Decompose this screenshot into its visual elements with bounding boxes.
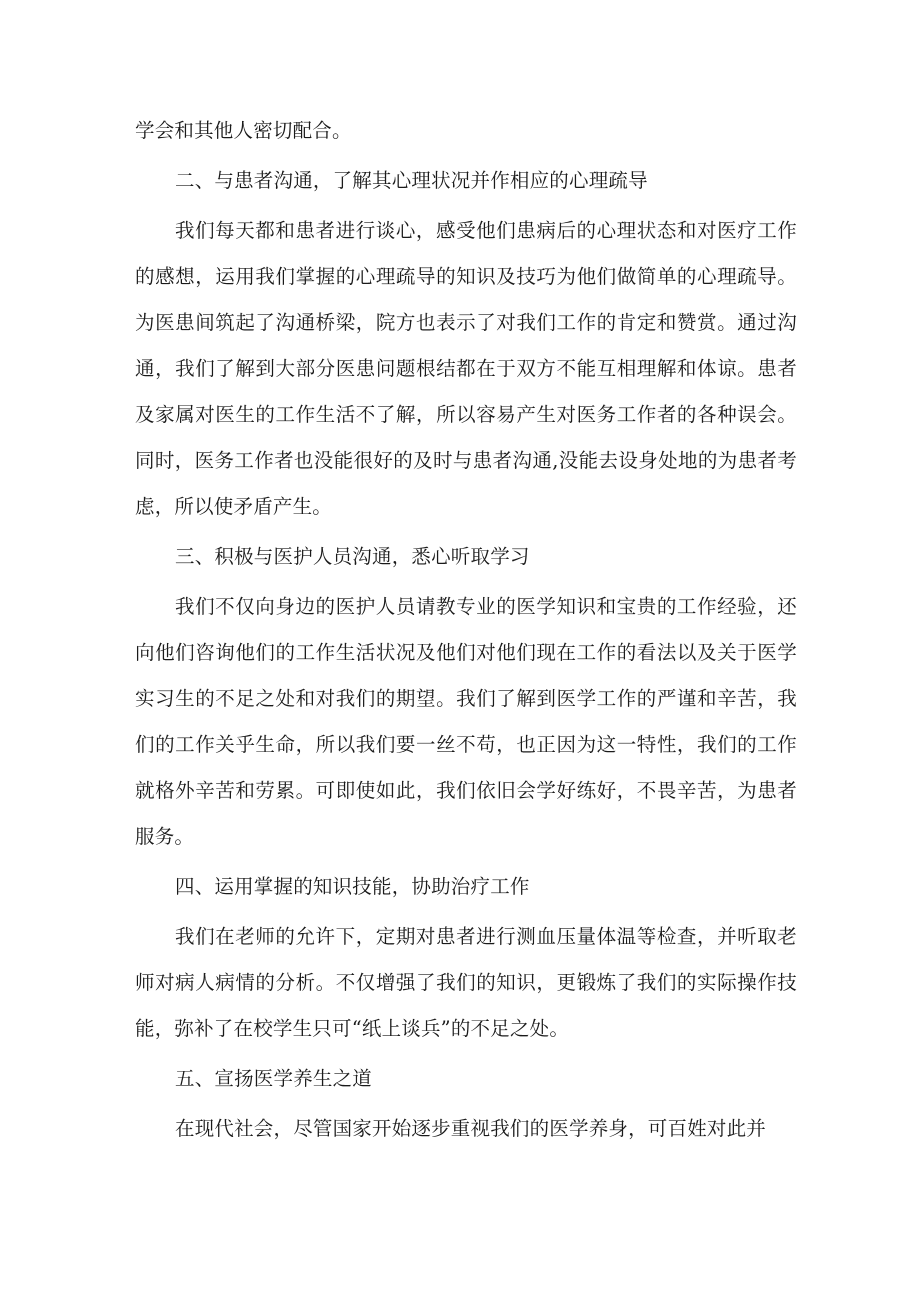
document-body [135, 108, 797, 1152]
paragraph-continuation: 学会和其他人密切配合。 [135, 119, 352, 142]
paragraph-health: 在现代社会，尽管国家开始逐步重视我们的医学养身，可百姓对此并 [175, 1117, 767, 1140]
section-heading-4: 四、运用掌握的知识技能，协助治疗工作 [175, 875, 530, 898]
section-heading-5: 五、宣扬医学养生之道 [175, 1067, 373, 1090]
section-heading-2: 二、与患者沟通，了解其心理状况并作相应的心理疏导 [175, 169, 648, 192]
paragraph-skills: 我们在老师的允许下，定期对患者进行测血压量体温等检查，并听取老师对病人病情的分析。不仅增强了我们的知识，更锻炼了我们的实际操作技能，弥补了在校学生只可“纸上谈兵”的不足之处。 [135, 925, 797, 1040]
paragraph-communication: 我们每天都和患者进行谈心，感受他们患病后的心理状态和对医疗工作的感想，运用我们掌握的心理疏导的知识及技巧为他们做简单的心理疏导。为医患间筑起了沟通桥梁，院方也表示了对我们工作的肯定和赞赏。通过沟通，我们了解到大部分医患问题根结都在于双方不能互相理解和体谅。患者及家属对医生的工作生活不了解，所以容易产生对医务工作者的各种误会。同时，医务工作者也没能很好的及时与患者沟通,没能去设身处地的为患者考虑，所以使矛盾产生。 [135, 219, 797, 518]
section-heading-3: 三、积极与医护人员沟通，悉心听取学习 [175, 545, 530, 568]
paragraph-learning: 我们不仅向身边的医护人员请教专业的医学知识和宝贵的工作经验，还向他们咨询他们的工作生活状况及他们对他们现在工作的看法以及关于医学实习生的不足之处和对我们的期望。我们了解到医学工作的严谨和辛苦，我们的工作关乎生命，所以我们要一丝不苟，也正因为这一特性，我们的工作就格外辛苦和劳累。可即使如此，我们依旧会学好练好，不畏辛苦，为患者服务。 [135, 595, 797, 848]
